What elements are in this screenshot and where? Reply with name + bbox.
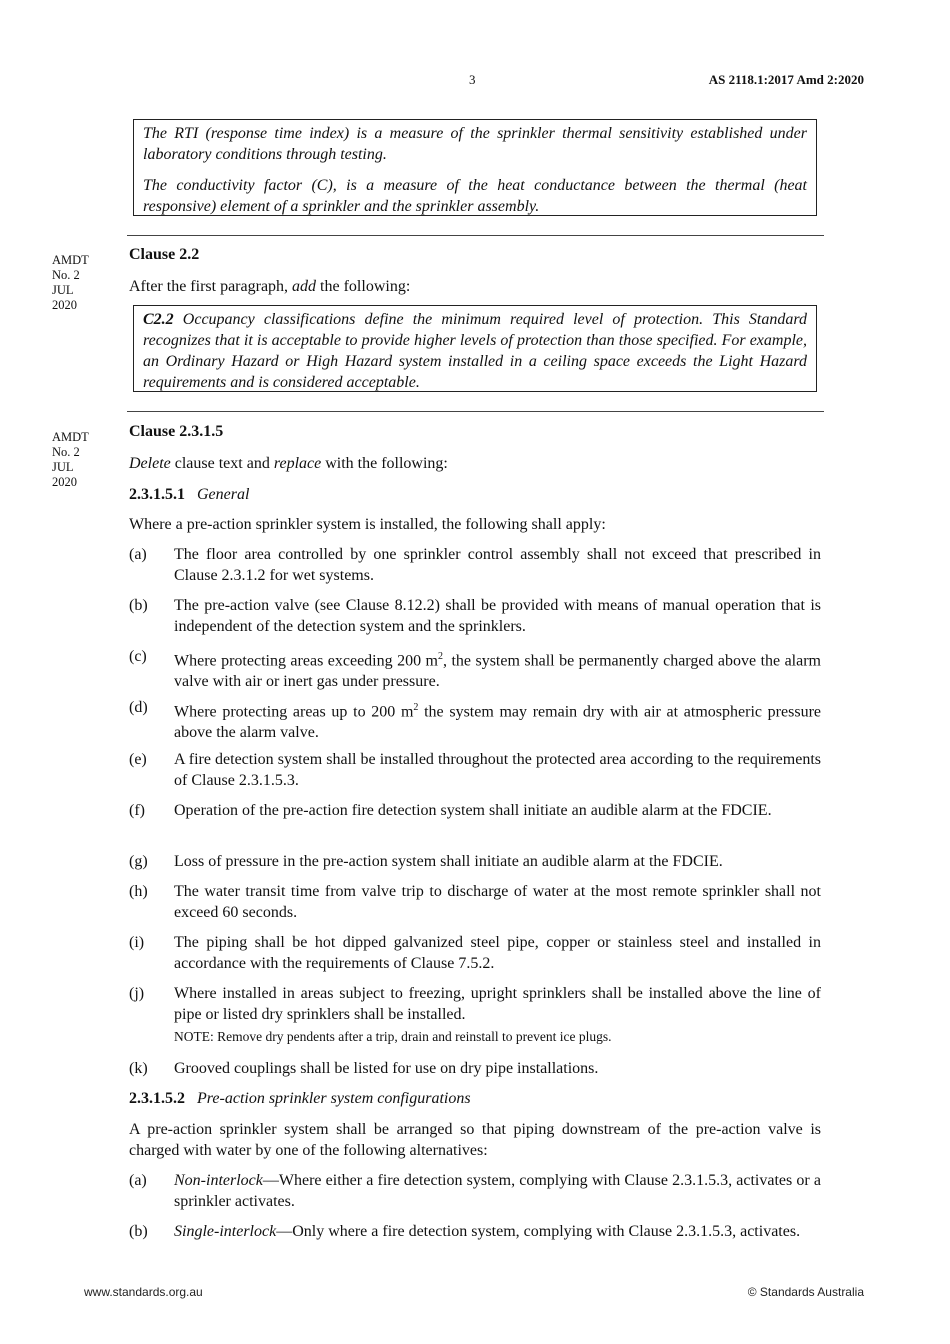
clause-2-2-title: Clause 2.2 — [129, 246, 200, 263]
section-divider — [127, 235, 824, 236]
page-number: 3 — [469, 72, 476, 87]
note-text: NOTE: Remove dry pendents after a trip, drain and reinstall to prevent ice plugs. — [174, 1029, 612, 1044]
footer-website-link[interactable]: www.standards.org.au — [84, 1285, 203, 1299]
footer-copyright: © Standards Australia — [747, 1285, 864, 1299]
subclause-general-heading: 2.3.1.5.1 General — [129, 486, 250, 503]
clause-2-3-1-5-instruction: Delete clause text and replace with the following: — [129, 455, 448, 472]
subclause-configurations-heading: 2.3.1.5.2 Pre-action sprinkler system configurations — [129, 1090, 471, 1107]
commentary-label: C2.2 — [143, 311, 174, 328]
rti-definition: The RTI (response time index) is a measure of the sprinkler thermal sensitivity established under laboratory conditions through testing. — [143, 125, 807, 163]
commentary-box — [133, 305, 817, 392]
amendment-margin-note: AMDT No. 2 JUL 2020 — [52, 253, 89, 312]
conductivity-definition: The conductivity factor (C), is a measure of the heat conductance between the thermal (heat responsive) element of a sprinkler and the sprinkler assembly. — [143, 177, 807, 215]
subclause-general-intro: Where a pre-action sprinkler system is installed, the following shall apply: — [129, 516, 606, 533]
commentary-text: Occupancy classifications define the minimum required level of protection. This Standard recognizes that it is acceptable to provide higher levels of protection than those specified. For example, an Ordinary Hazard or High Hazard system installed in a ceiling space exceeds the Light Hazard requirements and is considered acceptable. — [143, 311, 807, 391]
amendment-margin-note: AMDT No. 2 JUL 2020 — [52, 430, 89, 489]
section-divider — [127, 411, 824, 412]
definitions-box — [133, 119, 817, 216]
clause-2-2-instruction: After the first paragraph, add the following: — [129, 278, 411, 295]
clause-2-3-1-5-title: Clause 2.3.1.5 — [129, 423, 224, 440]
subclause-configurations-intro: A pre-action sprinkler system shall be arranged so that piping downstream of the pre-action valve is charged with water by one of the following alternatives: — [129, 1121, 821, 1159]
standard-identifier: AS 2118.1:2017 Amd 2:2020 — [708, 72, 864, 87]
